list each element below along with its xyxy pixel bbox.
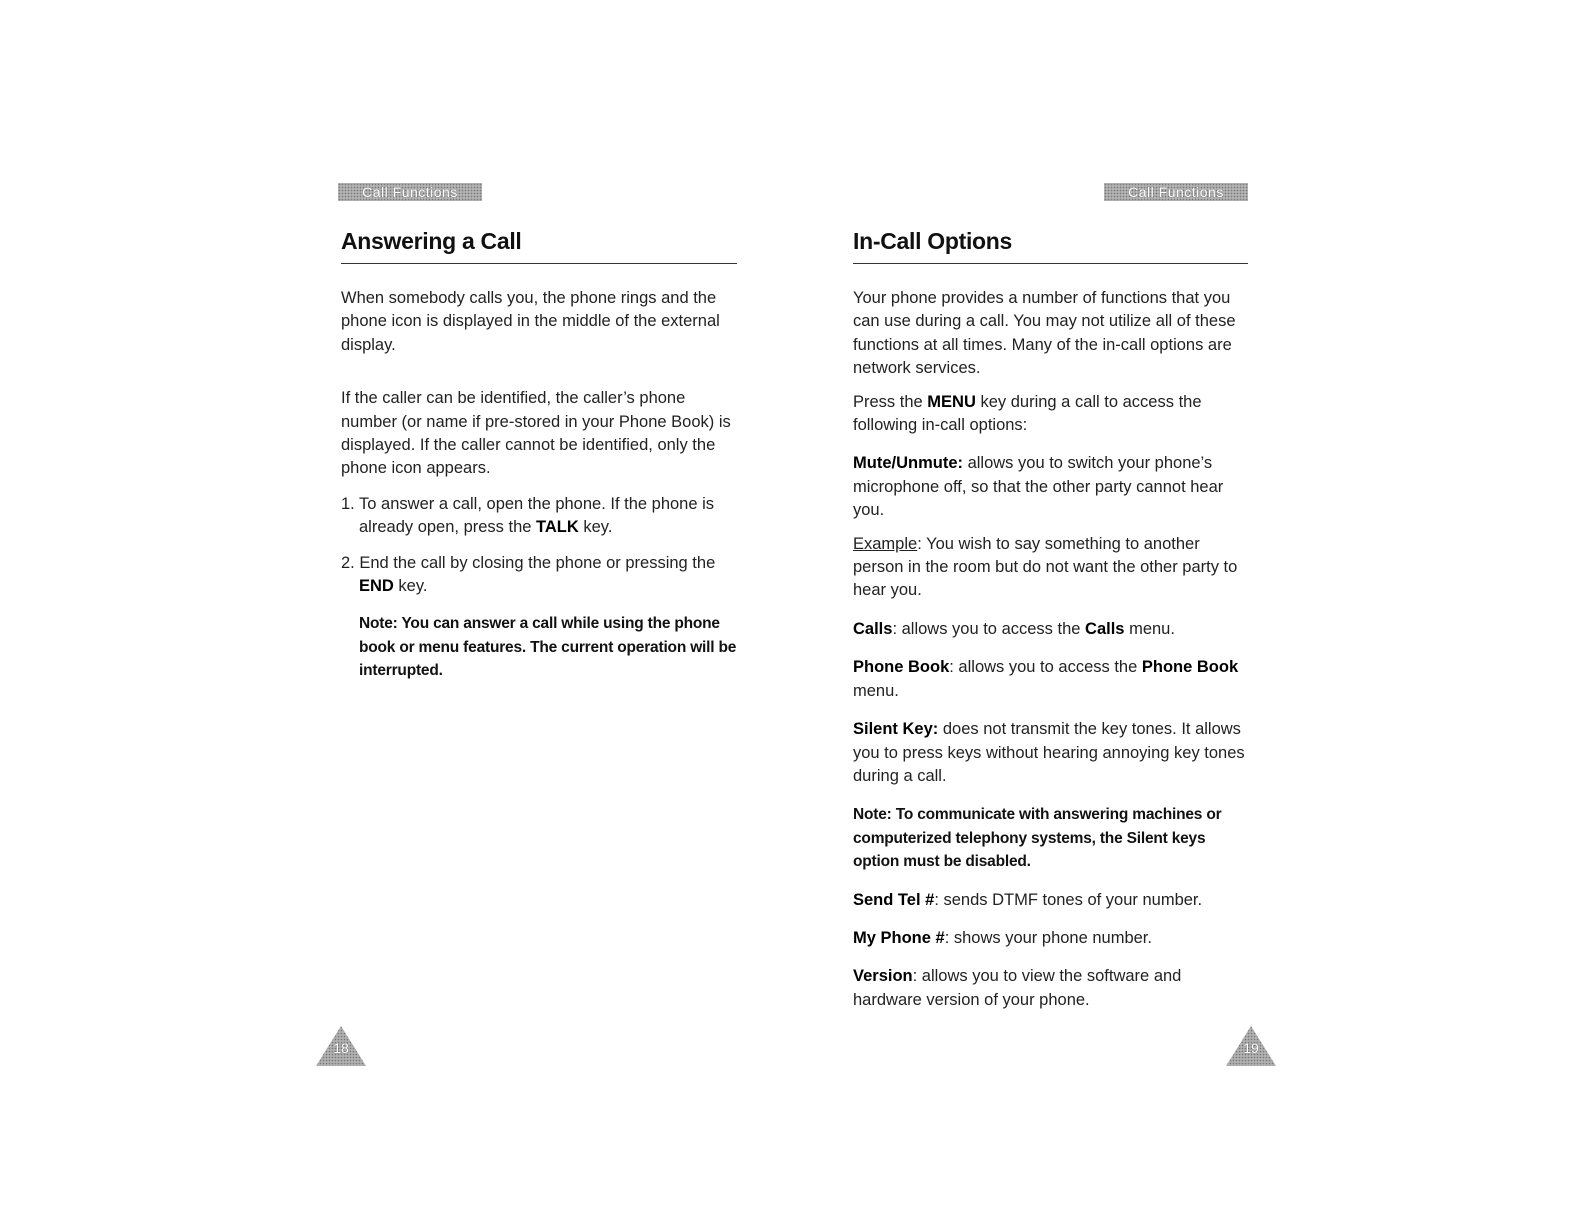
mute-label: Mute/Unmute:	[853, 454, 963, 473]
press-text-a: Press the	[853, 392, 928, 411]
phonebook-text-a: : allows you to access the	[949, 658, 1142, 677]
note-text-right-b: option must be disabled.	[853, 853, 1031, 871]
example-text: : You wish to say something to another person in the room but do not want the other party to hear you.	[853, 534, 1238, 600]
page-number-left: 18	[333, 1040, 349, 1056]
page-title-left: Answering a Call	[341, 228, 522, 254]
intro-paragraph-left: When somebody calls you, the phone rings and the phone icon is displayed in the middle of the external display.	[341, 289, 720, 354]
right-page-body	[853, 287, 1253, 1012]
page-number-badge-left	[316, 1026, 366, 1066]
calls-text-b: menu.	[1124, 619, 1175, 638]
option-calls	[853, 618, 1253, 641]
note-label-right: Note	[853, 806, 887, 824]
note-text-right-a: : To communicate with answering machines or computerized telephony systems, the	[853, 806, 1222, 847]
note-text-left: : You can answer a call while using the phone book or menu features. The current operation will be interrupted.	[359, 615, 737, 680]
step-2	[341, 552, 741, 599]
sendtel-label: Send Tel #	[853, 890, 935, 909]
section-tab-right: Call Functions	[1104, 183, 1248, 201]
intro-paragraph-right: Your phone provides a number of functions that you can use during a call. You may not utilize all of these functions at all times. Many of the in-call options are network services.	[853, 289, 1236, 378]
step-1-text-a: 1. To answer a call, open the phone. If the phone is already open, press the	[341, 494, 715, 537]
phonebook-menu-name: Phone Book	[1141, 658, 1239, 677]
note-left	[341, 612, 741, 682]
calls-label: Calls	[853, 619, 893, 638]
version-text: : allows you to view the software and hardware version of your phone.	[853, 967, 1182, 1009]
option-phone-book	[853, 656, 1253, 703]
myphone-text: : shows your phone number.	[944, 928, 1152, 947]
note-right	[853, 803, 1253, 873]
press-text-b: key during a call to access the following in-call options:	[853, 392, 1202, 435]
page-title-right: In-Call Options	[853, 228, 1013, 254]
left-page-body	[341, 287, 741, 683]
note-label-left: Note	[359, 615, 393, 633]
step-2-text-a: 2. End the call by closing the phone or pressing the	[341, 553, 716, 572]
option-mute	[853, 452, 1253, 522]
page-number-badge-right	[1226, 1026, 1276, 1066]
heading-divider-left	[341, 263, 737, 264]
mute-example	[853, 533, 1253, 603]
talk-key-label: TALK	[536, 518, 579, 537]
option-send-tel	[853, 889, 1253, 912]
press-menu-paragraph	[853, 391, 1253, 438]
calls-text-a: : allows you to access the	[892, 619, 1086, 638]
sendtel-text: : sends DTMF tones of your number.	[934, 890, 1203, 909]
option-version	[853, 965, 1253, 1012]
phonebook-text-b: menu.	[853, 681, 899, 700]
silent-label: Silent Key:	[853, 720, 939, 739]
menu-key-label: MENU	[927, 392, 976, 411]
step-1	[341, 493, 741, 540]
phonebook-label: Phone Book	[853, 658, 950, 677]
silent-text: does not transmit the key tones. It allows you to press keys without hearing annoying key tones during a call.	[853, 720, 1245, 785]
end-key-label: END	[359, 577, 394, 596]
version-label: Version	[853, 967, 913, 986]
calls-menu-name: Calls	[1085, 619, 1125, 638]
myphone-label: My Phone #	[853, 928, 945, 947]
caller-id-paragraph: If the caller can be identified, the caller’s phone number (or name if pre-stored in your Phone Book) is displayed. If the caller cannot be identified, only the phone icon appears.	[341, 389, 731, 478]
step-1-text-b: key.	[578, 518, 613, 537]
step-2-text-b: key.	[393, 577, 428, 596]
option-my-phone	[853, 927, 1253, 950]
section-tab-left: Call Functions	[338, 183, 482, 201]
heading-divider-right	[853, 263, 1248, 264]
silent-keys-option: Silent keys	[1126, 829, 1206, 847]
page-number-right: 19	[1243, 1040, 1259, 1056]
mute-text: allows you to switch your phone’s microphone off, so that the other party cannot hear you.	[853, 454, 1224, 520]
option-silent-key	[853, 718, 1253, 788]
example-label: Example	[853, 534, 918, 553]
